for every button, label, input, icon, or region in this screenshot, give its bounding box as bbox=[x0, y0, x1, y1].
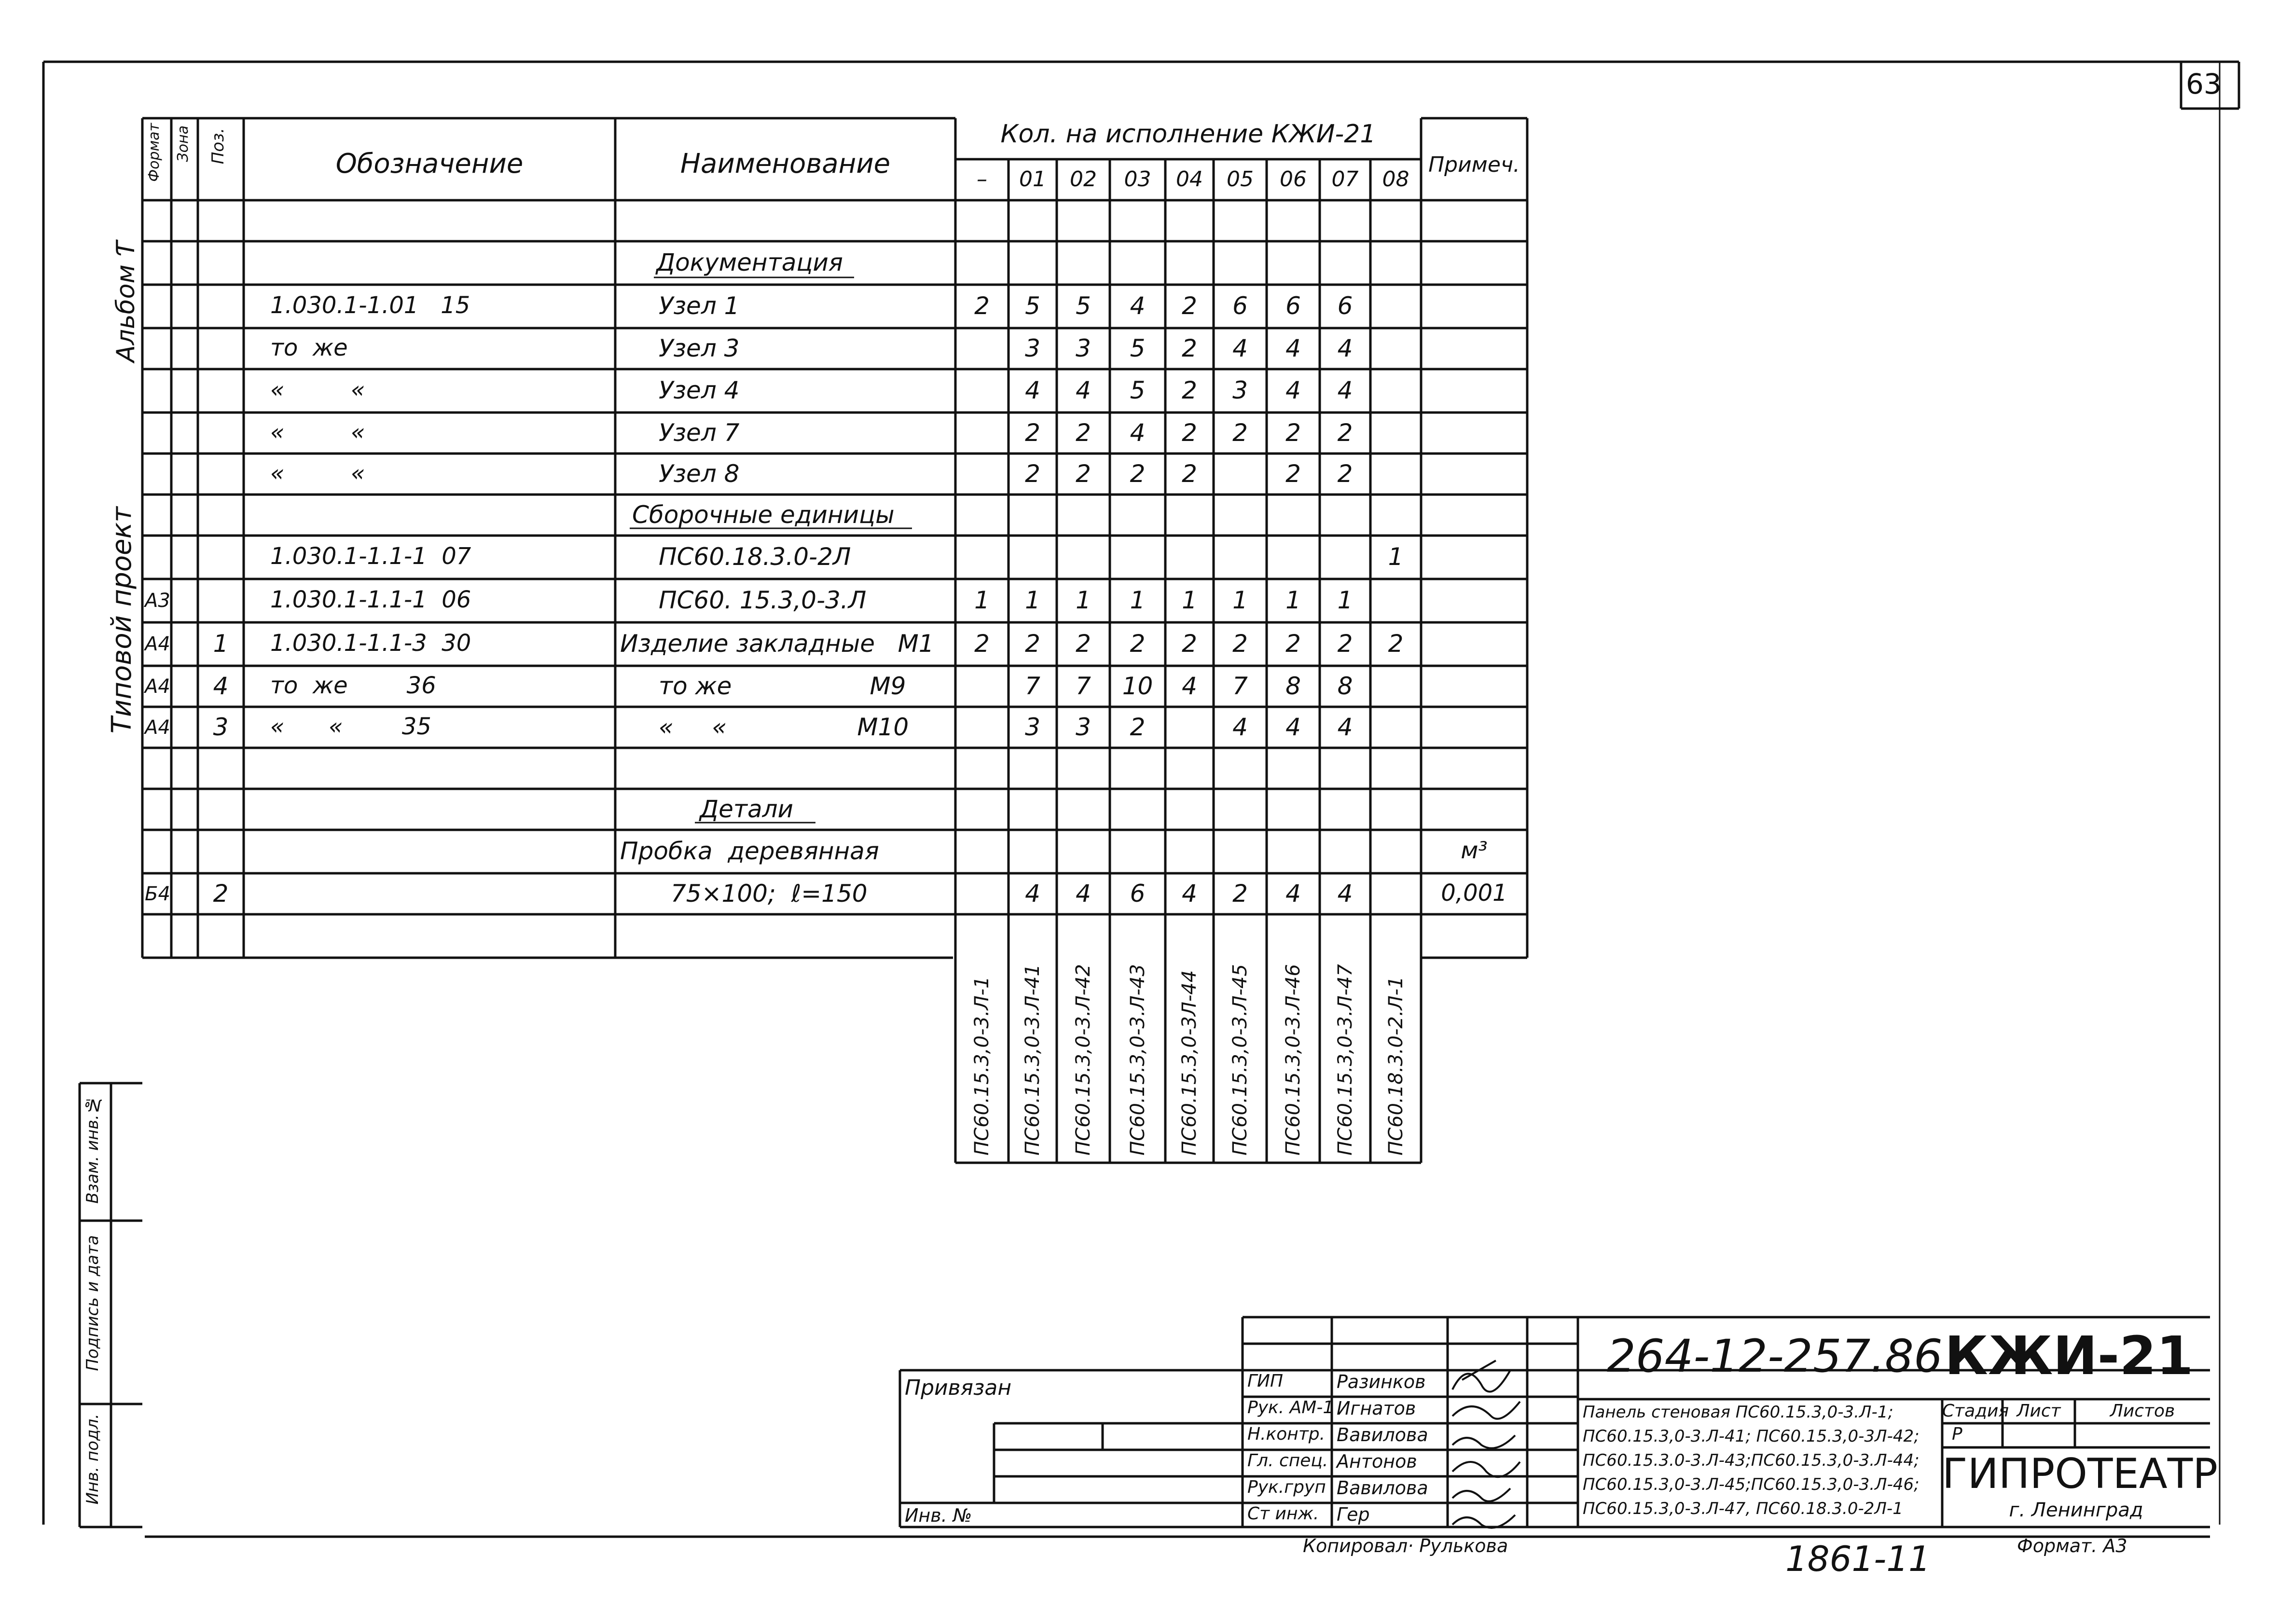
row-quantity: 2 bbox=[1232, 419, 1248, 447]
row-quantity: 3 bbox=[1076, 334, 1091, 362]
stamp-name: Антонов bbox=[1337, 1451, 1417, 1472]
row-oboznachenie: то же 36 bbox=[270, 672, 436, 699]
row-quantity: 4 bbox=[1025, 880, 1040, 908]
stamp-role: Рук.груп bbox=[1247, 1477, 1326, 1497]
header-format: Формат bbox=[146, 123, 163, 182]
row-quantity: 2 bbox=[1130, 460, 1146, 488]
description-line: ПС60.15.3,0-3.Л-41; ПС60.15.3,0-3Л-42; bbox=[1583, 1427, 1920, 1446]
header-kol-title: Кол. на исполнение КЖИ-21 bbox=[1000, 120, 1376, 149]
row-quantity: 1 bbox=[1182, 586, 1197, 614]
stamp-name: Разинков bbox=[1337, 1371, 1426, 1392]
city: г. Ленинград bbox=[2009, 1499, 2143, 1521]
stamp-name: Вавилова bbox=[1337, 1424, 1428, 1445]
variant-mark: ПС60.15.3,0-3Л-44 bbox=[1178, 970, 1201, 1156]
row-format: А4 bbox=[145, 716, 170, 739]
row-quantity: 1 bbox=[1025, 586, 1040, 614]
row-quantity: 4 bbox=[1182, 880, 1197, 908]
format-label: Формат. А3 bbox=[2017, 1535, 2127, 1556]
row-quantity: 1 bbox=[1337, 586, 1353, 614]
variant-mark: ПС60.15.3,0-3.Л-42 bbox=[1072, 964, 1094, 1156]
row-oboznachenie: « « bbox=[270, 376, 365, 403]
row-naimenovanie: Пробка деревянная bbox=[620, 837, 879, 865]
row-quantity: 2 bbox=[1182, 630, 1197, 658]
row-quantity: 2 bbox=[1337, 630, 1353, 658]
archive-number: 1861-11 bbox=[1785, 1539, 1931, 1579]
row-quantity: 2 bbox=[1232, 630, 1248, 658]
row-quantity: 6 bbox=[1337, 292, 1353, 320]
project-label: Типовой проект bbox=[106, 507, 138, 734]
row-naimenovanie: Изделие закладные М1 bbox=[620, 630, 934, 658]
row-quantity: 2 bbox=[1076, 630, 1091, 658]
stamp-name: Вавилова bbox=[1337, 1477, 1428, 1499]
variant-mark: ПС60.15.3,0-3.Л-1 bbox=[971, 976, 993, 1156]
variant-header: 04 bbox=[1176, 167, 1203, 192]
stamp-role: Ст инж. bbox=[1247, 1504, 1319, 1524]
row-oboznachenie: то же bbox=[270, 334, 348, 361]
row-quantity: 2 bbox=[1182, 419, 1197, 447]
podpis-data-label: Подпись и дата bbox=[83, 1235, 102, 1371]
row-quantity: 2 bbox=[1025, 460, 1040, 488]
row-naimenovanie: Узел 4 bbox=[659, 376, 740, 404]
variant-header: 05 bbox=[1227, 167, 1254, 192]
row-naimenovanie: Детали bbox=[700, 795, 794, 823]
header-poz: Поз. bbox=[208, 128, 228, 165]
stamp-role: Рук. АМ-1 bbox=[1247, 1398, 1334, 1418]
row-quantity: 2 bbox=[1182, 334, 1197, 362]
row-quantity: 1 bbox=[1076, 586, 1091, 614]
row-naimenovanie: ПС60. 15.3,0-3.Л bbox=[659, 586, 867, 614]
kopiroval: Копировал· Рулькова bbox=[1303, 1535, 1508, 1556]
description-line: ПС60.15.3,0-3.Л-45;ПС60.15.3,0-3.Л-46; bbox=[1583, 1475, 1920, 1494]
variant-header: 01 bbox=[1019, 167, 1046, 192]
row-quantity: 5 bbox=[1130, 334, 1146, 362]
row-quantity: 3 bbox=[1025, 713, 1040, 741]
row-quantity: 4 bbox=[1130, 419, 1146, 447]
row-naimenovanie: Узел 3 bbox=[659, 334, 740, 362]
row-naimenovanie: Документация bbox=[656, 248, 843, 276]
stadiya-value: Р bbox=[1952, 1424, 1962, 1444]
row-quantity: 6 bbox=[1232, 292, 1248, 320]
row-oboznachenie: 1.030.1-1.01 15 bbox=[270, 292, 470, 319]
row-quantity: 7 bbox=[1076, 672, 1091, 700]
row-naimenovanie: ПС60.18.3.0-2Л bbox=[659, 543, 851, 571]
row-quantity: 2 bbox=[1182, 292, 1197, 320]
album-label: Альбом Ƭ bbox=[111, 241, 140, 362]
stamp-role: ГИП bbox=[1247, 1371, 1284, 1391]
org-name: ГИПРОТЕАТР bbox=[1942, 1450, 2218, 1498]
row-quantity: 2 bbox=[1337, 460, 1353, 488]
row-poz: 3 bbox=[213, 713, 229, 741]
variant-header: – bbox=[977, 167, 987, 192]
row-quantity: 1 bbox=[974, 586, 990, 614]
row-quantity: 4 bbox=[1337, 713, 1353, 741]
row-quantity: 4 bbox=[1076, 880, 1091, 908]
vzam-inv-label: Взам. инв.№ bbox=[83, 1095, 102, 1204]
row-poz: 1 bbox=[213, 630, 229, 658]
row-quantity: 2 bbox=[1388, 630, 1404, 658]
row-format: Б4 bbox=[145, 883, 170, 905]
row-format: А3 bbox=[145, 590, 170, 612]
listov-label: Листов bbox=[2110, 1401, 2175, 1421]
header-oboznachenie: Обозначение bbox=[335, 148, 524, 179]
row-quantity: 2 bbox=[1232, 880, 1248, 908]
row-quantity: 5 bbox=[1025, 292, 1040, 320]
row-quantity: 2 bbox=[1182, 376, 1197, 404]
row-quantity: 1 bbox=[1388, 543, 1404, 571]
row-quantity: 4 bbox=[1182, 672, 1197, 700]
row-quantity: 4 bbox=[1285, 713, 1301, 741]
row-quantity: 4 bbox=[1232, 334, 1248, 362]
row-quantity: 2 bbox=[974, 292, 990, 320]
row-primech: 0,001 bbox=[1441, 880, 1507, 907]
description-line: ПС60.15.3,0-3.Л-47, ПС60.18.3.0-2Л-1 bbox=[1583, 1499, 1903, 1518]
row-poz: 4 bbox=[213, 672, 229, 700]
header-naimenovanie: Наименование bbox=[680, 148, 891, 179]
row-quantity: 4 bbox=[1025, 376, 1040, 404]
row-naimenovanie: Узел 7 bbox=[659, 419, 740, 447]
row-quantity: 1 bbox=[1232, 586, 1248, 614]
variant-mark: ПС60.15.3,0-3.Л-43 bbox=[1127, 964, 1149, 1156]
row-quantity: 4 bbox=[1285, 880, 1301, 908]
variant-mark: ПС60.15.3,0-3.Л-46 bbox=[1282, 964, 1304, 1156]
row-quantity: 5 bbox=[1130, 376, 1146, 404]
row-oboznachenie: 1.030.1-1.1-3 30 bbox=[270, 630, 471, 657]
doc-code: 264-12-257.86 bbox=[1607, 1330, 1943, 1383]
row-naimenovanie: Узел 8 bbox=[659, 460, 740, 488]
row-naimenovanie: Сборочные единицы bbox=[632, 501, 895, 529]
row-quantity: 2 bbox=[1025, 419, 1040, 447]
row-quantity: 3 bbox=[1025, 334, 1040, 362]
row-quantity: 4 bbox=[1285, 334, 1301, 362]
variant-mark: ПС60.15.3,0-3.Л-47 bbox=[1334, 964, 1356, 1156]
row-quantity: 2 bbox=[974, 630, 990, 658]
description-line: Панель стеновая ПС60.15.3,0-3.Л-1; bbox=[1583, 1403, 1893, 1422]
row-quantity: 1 bbox=[1285, 586, 1301, 614]
inv-no-label: Инв. № bbox=[905, 1505, 972, 1526]
row-quantity: 2 bbox=[1130, 713, 1146, 741]
variant-header: 08 bbox=[1382, 167, 1409, 192]
row-quantity: 2 bbox=[1337, 419, 1353, 447]
row-format: А4 bbox=[145, 675, 170, 698]
row-quantity: 4 bbox=[1232, 713, 1248, 741]
row-naimenovanie: Узел 1 bbox=[659, 292, 740, 320]
variant-header: 07 bbox=[1331, 167, 1359, 192]
row-quantity: 7 bbox=[1232, 672, 1248, 700]
row-quantity: 10 bbox=[1122, 672, 1153, 700]
doc-mark: КЖИ-21 bbox=[1945, 1325, 2194, 1387]
description-line: ПС60.15.3.0-3.Л-43;ПС60.15.3,0-3.Л-44; bbox=[1583, 1451, 1920, 1470]
row-quantity: 8 bbox=[1285, 672, 1301, 700]
stamp-name: Гер bbox=[1337, 1504, 1370, 1525]
row-quantity: 2 bbox=[1285, 630, 1301, 658]
row-quantity: 3 bbox=[1076, 713, 1091, 741]
sheet-number: 63 bbox=[2186, 68, 2222, 100]
variant-header: 06 bbox=[1280, 167, 1307, 192]
row-quantity: 2 bbox=[1076, 419, 1091, 447]
row-quantity: 1 bbox=[1130, 586, 1146, 614]
variant-mark: ПС60.18.3.0-2.Л-1 bbox=[1385, 976, 1407, 1156]
row-quantity: 4 bbox=[1337, 334, 1353, 362]
row-oboznachenie: « « bbox=[270, 460, 365, 487]
row-quantity: 6 bbox=[1130, 880, 1146, 908]
row-quantity: 8 bbox=[1337, 672, 1353, 700]
variant-mark: ПС60.15.3,0-3.Л-45 bbox=[1229, 964, 1251, 1156]
row-quantity: 2 bbox=[1025, 630, 1040, 658]
stadiya-label: Стадия bbox=[1942, 1401, 2009, 1421]
row-quantity: 4 bbox=[1130, 292, 1146, 320]
row-quantity: 4 bbox=[1285, 376, 1301, 404]
row-oboznachenie: « « bbox=[270, 419, 365, 446]
row-quantity: 4 bbox=[1337, 880, 1353, 908]
row-quantity: 4 bbox=[1337, 376, 1353, 404]
row-oboznachenie: 1.030.1-1.1-1 07 bbox=[270, 543, 471, 570]
header-zona: Зона bbox=[175, 125, 192, 162]
list-label: Лист bbox=[2017, 1401, 2061, 1421]
row-poz: 2 bbox=[213, 880, 229, 908]
row-quantity: 7 bbox=[1025, 672, 1040, 700]
row-naimenovanie: то же М9 bbox=[659, 672, 906, 700]
row-quantity: 5 bbox=[1076, 292, 1091, 320]
row-naimenovanie: 75×100; ℓ=150 bbox=[671, 880, 868, 908]
header-primech: Примеч. bbox=[1428, 152, 1520, 177]
row-quantity: 2 bbox=[1285, 419, 1301, 447]
row-quantity: 3 bbox=[1232, 376, 1248, 404]
row-quantity: 4 bbox=[1076, 376, 1091, 404]
row-quantity: 6 bbox=[1285, 292, 1301, 320]
row-oboznachenie: « « 35 bbox=[270, 713, 431, 740]
stamp-name: Игнатов bbox=[1337, 1398, 1416, 1419]
privyazan-label: Привязан bbox=[905, 1376, 1012, 1400]
row-oboznachenie: 1.030.1-1.1-1 06 bbox=[270, 586, 471, 613]
row-primech: м³ bbox=[1461, 837, 1488, 864]
row-quantity: 2 bbox=[1076, 460, 1091, 488]
stamp-role: Гл. спец. bbox=[1247, 1451, 1328, 1471]
row-quantity: 2 bbox=[1130, 630, 1146, 658]
row-format: А4 bbox=[145, 633, 170, 655]
row-naimenovanie: « « М10 bbox=[659, 713, 909, 741]
variant-header: 02 bbox=[1070, 167, 1097, 192]
row-quantity: 2 bbox=[1285, 460, 1301, 488]
variant-header: 03 bbox=[1124, 167, 1151, 192]
stamp-role: Н.контр. bbox=[1247, 1424, 1326, 1444]
variant-mark: ПС60.15.3,0-3.Л-41 bbox=[1022, 964, 1044, 1156]
row-quantity: 2 bbox=[1182, 460, 1197, 488]
inv-podl-label: Инв. подл. bbox=[83, 1414, 102, 1505]
